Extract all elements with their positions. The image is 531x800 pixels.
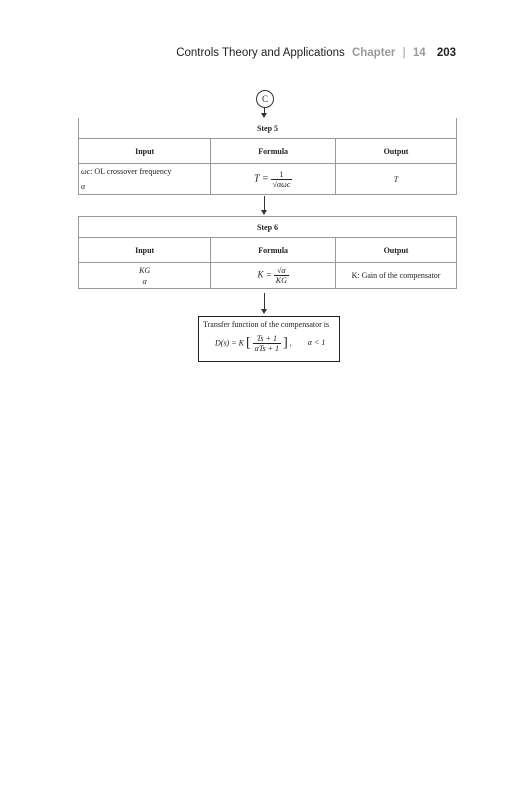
step6-title: Step 6 [79,217,457,238]
book-title: Controls Theory and Applications [176,47,345,59]
step6-formula-lhs: K = [257,269,272,280]
step6-to-transfer-line [264,293,265,310]
step5-output-cell: T [336,164,457,195]
step6-table [78,216,457,289]
step5-table [78,118,457,195]
transfer-numerator: Ts + 1 [256,334,277,343]
step6-input-alpha: α [142,276,147,286]
transfer-function-box [198,316,340,362]
step5-formula-denominator: √αωc [272,179,291,189]
transfer-fraction [253,334,281,353]
step5-title: Step 5 [79,118,457,139]
step5-formula-fraction [271,170,293,189]
step6-to-transfer-arrowhead [261,309,267,314]
step6-formula-numerator: √α [277,266,286,275]
step6-col-input: Input [79,238,211,263]
connector-circle: C [256,90,274,108]
step6-formula-denominator: KG [275,276,287,285]
step6-formula-fraction [274,266,289,285]
step5-formula-lhs: T = [253,172,269,184]
transfer-condition: α < 1 [307,338,326,348]
chapter-number: 14 [412,47,426,59]
transfer-comma: , [289,338,292,348]
step5-formula-cell [211,164,336,195]
header-separator: | [402,47,406,59]
step6-input-kg: KG [139,265,151,275]
transfer-lhs: D(s) = K [215,338,244,348]
step5-col-formula: Formula [211,139,336,164]
right-bracket: ] [283,335,288,351]
chapter-label: Chapter [351,47,396,59]
transfer-function-text: Transfer function of the compensator is [203,320,330,329]
step5-to-step6-line [264,196,265,211]
transfer-function-equation [215,334,325,353]
step5-input-desc: : OL crossover frequency [90,167,172,176]
step6-input-cell [79,263,211,289]
step5-input-cell [79,164,211,195]
step6-col-formula: Formula [211,238,336,263]
transfer-denominator: αTs + 1 [254,344,280,353]
running-header [176,47,456,59]
step6-formula-cell [211,263,336,289]
step5-to-step6-arrowhead [261,210,267,215]
left-bracket: [ [245,335,251,351]
step6-output-cell: K: Gain of the compensator [336,263,457,289]
step5-formula-numerator: 1 [279,169,284,179]
step5-formula-denominator-text: αωc [276,179,291,189]
page-number: 203 [436,47,456,59]
step5-col-input: Input [79,139,211,164]
step5-input-symbol: ωc [81,167,91,176]
step5-col-output: Output [336,139,457,164]
step6-col-output: Output [336,238,457,263]
step5-input-alpha: α [81,182,86,191]
